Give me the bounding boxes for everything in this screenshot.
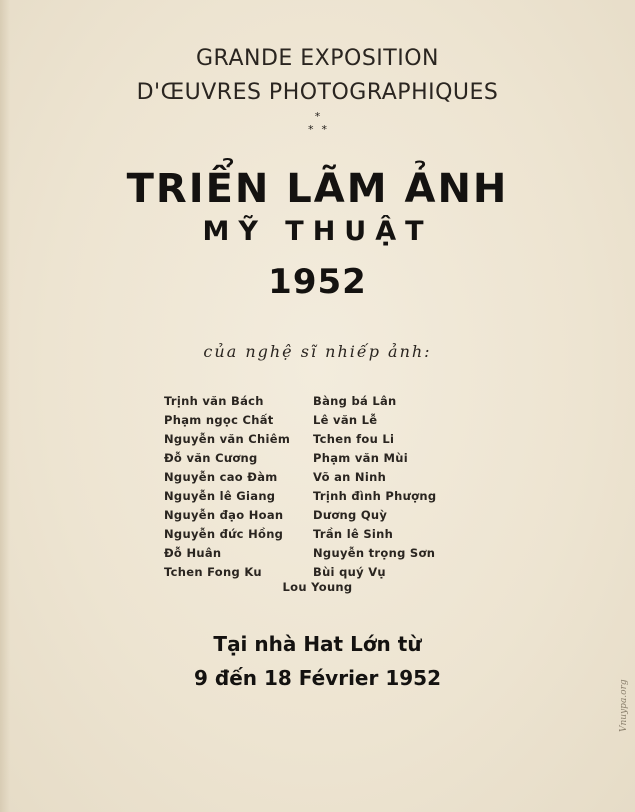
site-watermark <box>619 679 633 792</box>
artist-list-left <box>164 392 290 582</box>
artist-name: Bàng bá Lân <box>313 394 397 408</box>
artist-name: Phạm văn Mùi <box>313 451 408 465</box>
artist-name: Nguyễn trọng Sơn <box>313 546 436 560</box>
artist-name: Bùi quý Vụ <box>313 565 386 579</box>
venue-line-1: Tại nhà Hat Lớn từ <box>213 632 422 656</box>
artist-name: Trịnh đình Phượng <box>313 489 437 503</box>
artist-name: Nguyễn lê Giang <box>164 489 276 503</box>
artist-name: Võ an Ninh <box>313 470 387 484</box>
artist-name: Đỗ Huân <box>164 546 222 560</box>
artist-name: Nguyễn cao Đàm <box>164 470 278 484</box>
watermark-text: Vnuypa.org <box>619 679 629 732</box>
artist-name-last: Lou Young <box>282 580 353 594</box>
ornament-star-top: * <box>314 110 321 123</box>
artist-name: Dương Quỳ <box>313 508 388 522</box>
french-header-line-1: GRANDE EXPOSITION <box>196 46 439 71</box>
artist-list-right <box>313 392 436 582</box>
artist-name: Trần lê Sinh <box>313 527 394 541</box>
ornament-stars-bottom: ** <box>308 123 335 136</box>
artist-name: Tchen Fong Ku <box>164 565 262 579</box>
artist-name: Lê văn Lễ <box>313 413 378 427</box>
artist-name: Nguyễn đạo Hoan <box>164 508 284 522</box>
french-header-line-2: D'ŒUVRES PHOTOGRAPHIQUES <box>136 80 499 105</box>
title-line-2: MỸ THUẬT <box>202 216 433 247</box>
artists-subtitle: của nghệ sĩ nhiếp ảnh: <box>203 342 432 361</box>
venue-dates: 9 đến 18 Février 1952 <box>194 666 441 690</box>
artist-name: Đỗ văn Cương <box>164 451 258 465</box>
title-year: 1952 <box>268 262 367 302</box>
artist-name: Phạm ngọc Chất <box>164 413 274 427</box>
title-line-1: TRIỂN LÃM ẢNH <box>126 166 509 212</box>
artist-name: Tchen fou Li <box>313 432 395 446</box>
artist-name: Trịnh văn Bách <box>164 394 264 408</box>
artist-name: Nguyễn đức Hồng <box>164 527 284 541</box>
artist-name: Nguyễn văn Chiêm <box>164 432 291 446</box>
